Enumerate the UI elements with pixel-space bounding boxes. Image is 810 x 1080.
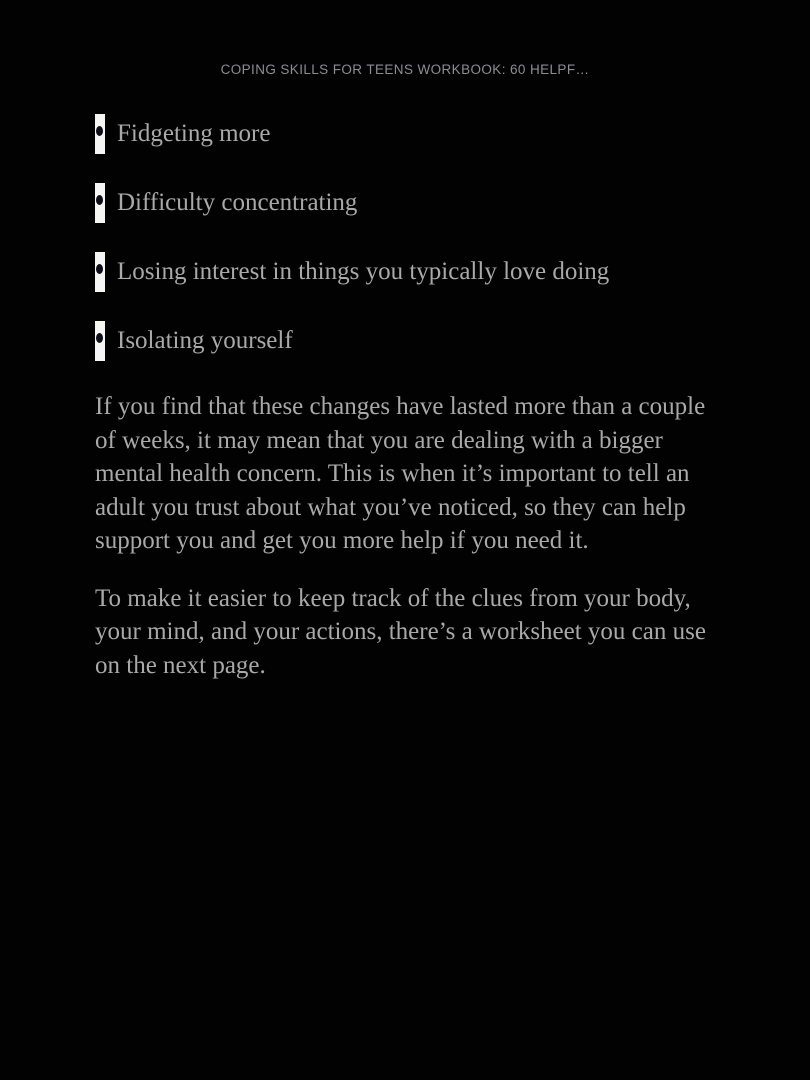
bullet-dot-icon bbox=[96, 333, 103, 343]
bullet-dot-icon bbox=[96, 195, 103, 205]
book-title-header: COPING SKILLS FOR TEENS WORKBOOK: 60 HELPF… bbox=[220, 62, 590, 77]
symptom-bullet-list bbox=[95, 114, 716, 361]
list-item bbox=[95, 321, 716, 361]
bullet-dot-icon bbox=[96, 126, 103, 136]
list-item-label: Difficulty concentrating bbox=[117, 189, 358, 217]
bullet-icon bbox=[95, 183, 105, 223]
bullet-dot-icon bbox=[96, 264, 103, 274]
list-item-label: Isolating yourself bbox=[117, 327, 293, 355]
list-item-label: Fidgeting more bbox=[117, 120, 271, 148]
list-item bbox=[95, 114, 716, 154]
bullet-icon bbox=[95, 114, 105, 154]
paragraph: If you find that these changes have lasted more than a couple of weeks, it may mean that you are dealing with a bigger mental health concern. This is when it’s important to tell an adult you trust about what you’ve noticed, so they can help support you and get you more help if you need it. bbox=[95, 393, 706, 554]
list-item bbox=[95, 252, 716, 292]
bullet-icon bbox=[95, 252, 105, 292]
page-body bbox=[95, 114, 716, 682]
list-item-label: Losing interest in things you typically love doing bbox=[117, 258, 610, 286]
paragraph: To make it easier to keep track of the clues from your body, your mind, and your actions, there’s a worksheet you can use on the next page. bbox=[95, 584, 706, 679]
bullet-icon bbox=[95, 321, 105, 361]
list-item bbox=[95, 183, 716, 223]
